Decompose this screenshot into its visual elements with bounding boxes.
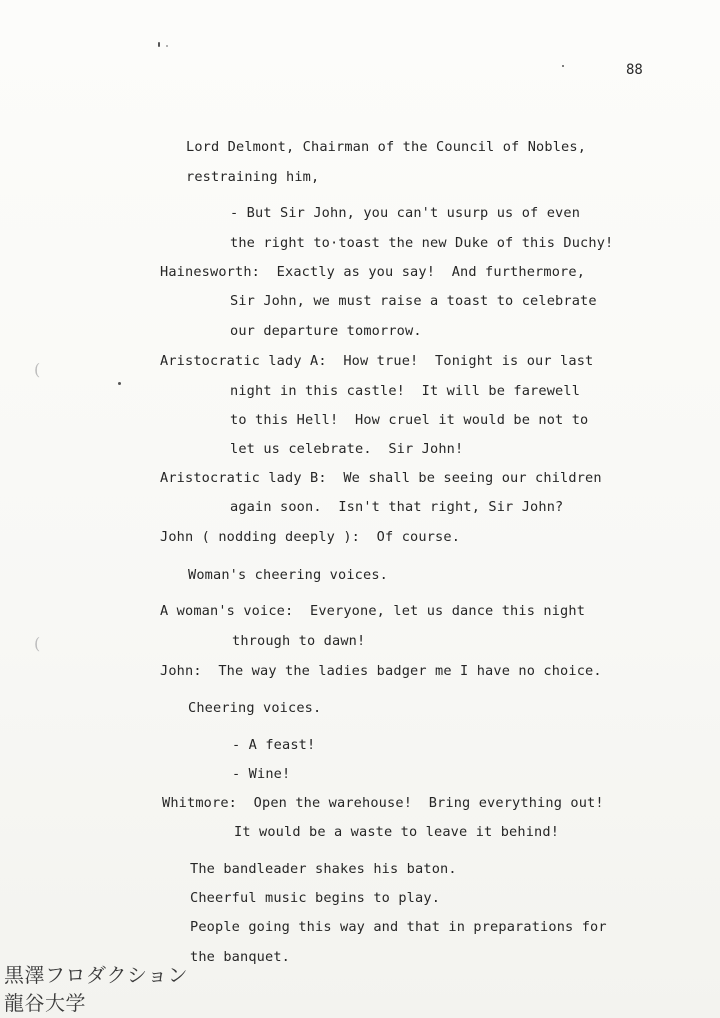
script-line: Cheering voices. <box>188 700 322 716</box>
script-line: Aristocratic lady A: How true! Tonight is our last <box>160 353 594 369</box>
script-line: the right to·toast the new Duke of this Duchy! <box>230 235 614 251</box>
script-line: The bandleader shakes his baton. <box>190 861 457 877</box>
ink-speck <box>562 65 564 67</box>
punch-hole-mark: ( <box>34 360 41 379</box>
script-line: Hainesworth: Exactly as you say! And furthermore, <box>160 264 586 280</box>
script-line: the banquet. <box>190 949 291 965</box>
script-line: - A feast! <box>232 737 316 753</box>
script-line: - Wine! <box>232 766 291 782</box>
script-line: John: The way the ladies badger me I have no choice. <box>160 663 602 679</box>
script-line: Lord Delmont, Chairman of the Council of Nobles, <box>186 139 587 155</box>
ink-speck <box>166 45 168 47</box>
ink-speck <box>158 42 160 47</box>
script-line: restraining him, <box>186 169 320 185</box>
script-line: our departure tomorrow. <box>230 323 422 339</box>
script-line: People going this way and that in preparations for <box>190 919 607 935</box>
script-line: night in this castle! It will be farewell <box>230 383 581 399</box>
script-line: A woman's voice: Everyone, let us dance this night <box>160 603 586 619</box>
ink-speck <box>118 382 121 385</box>
script-line: Sir John, we must raise a toast to celebrate <box>230 293 597 309</box>
script-line: through to dawn! <box>232 633 366 649</box>
script-line: to this Hell! How cruel it would be not to <box>230 412 589 428</box>
script-line: - But Sir John, you can't usurp us of even <box>230 205 581 221</box>
watermark-university: 龍谷大学 <box>4 991 86 1015</box>
script-line: Cheerful music begins to play. <box>190 890 441 906</box>
script-line: It would be a waste to leave it behind! <box>234 824 560 840</box>
watermark-production: 黒澤フロダクション <box>4 963 189 987</box>
page-number: 88 <box>626 62 643 78</box>
script-line: John ( nodding deeply ): Of course. <box>160 529 461 545</box>
script-line: Whitmore: Open the warehouse! Bring everything out! <box>162 795 604 811</box>
script-line: again soon. Isn't that right, Sir John? <box>230 499 564 515</box>
punch-hole-mark: ( <box>34 634 41 653</box>
script-line: let us celebrate. Sir John! <box>230 441 464 457</box>
script-line: Aristocratic lady B: We shall be seeing our children <box>160 470 602 486</box>
script-line: Woman's cheering voices. <box>188 567 389 583</box>
